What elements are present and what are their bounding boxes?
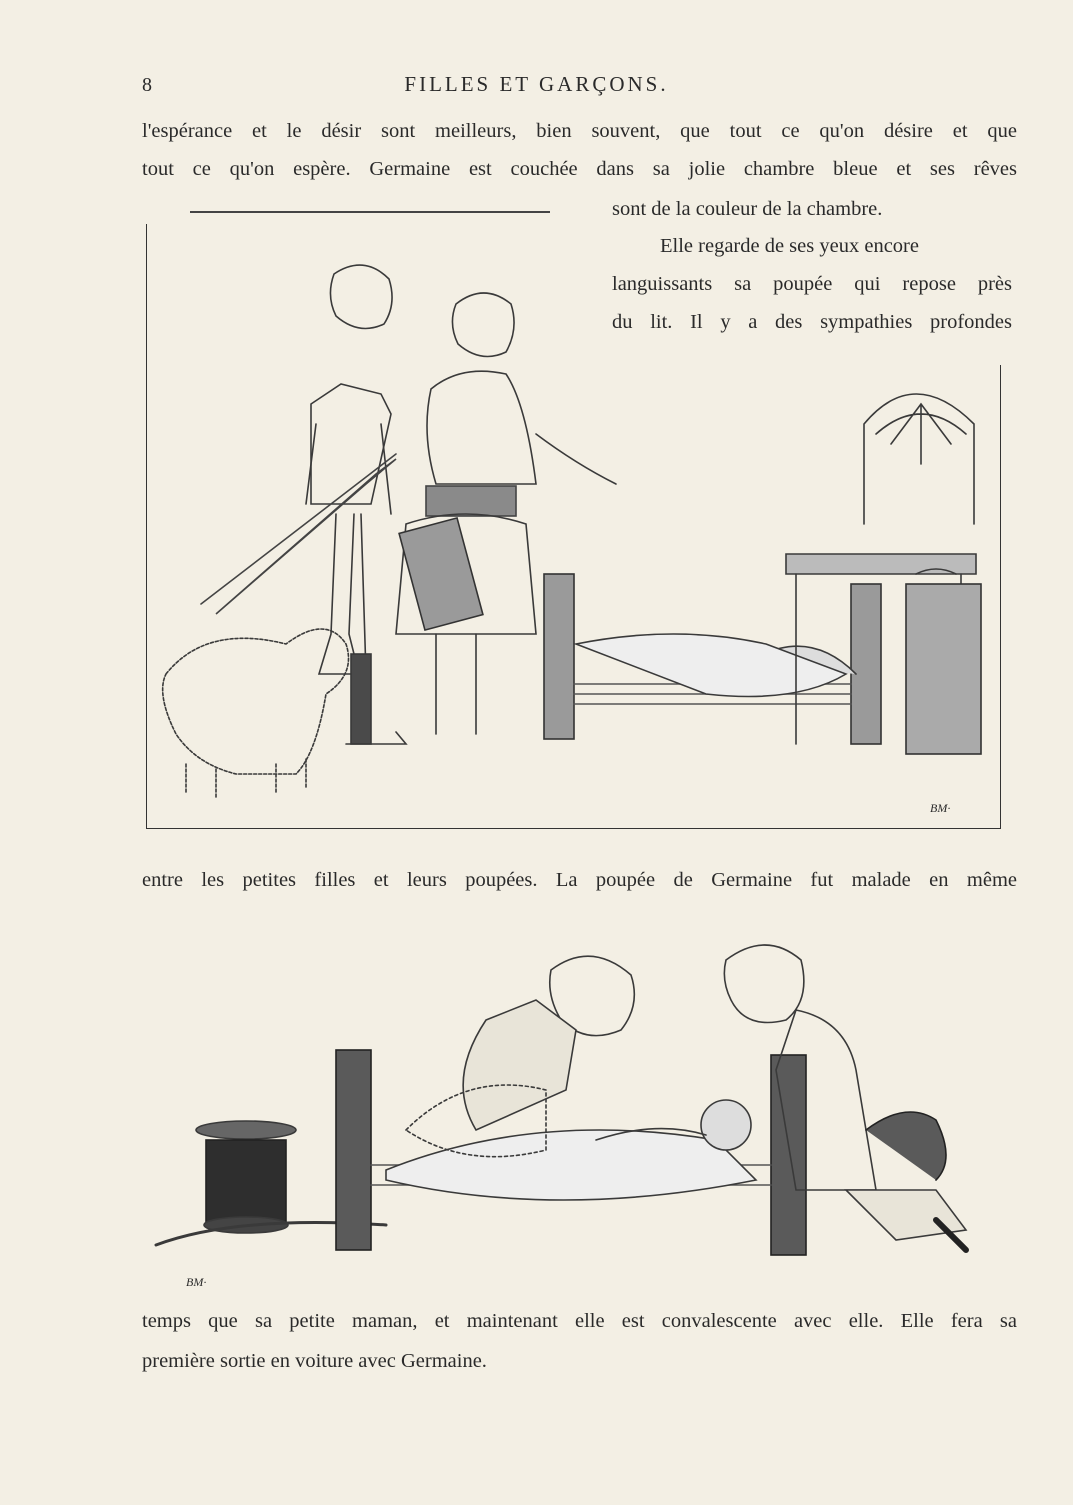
girl-figure [396, 293, 616, 734]
page-number: 8 [142, 74, 152, 96]
text-line-3: sont de la couleur de la chambre. [612, 198, 883, 220]
text-line-8: temps que sa petite maman, et maintenant elle est convalescente avec elle. Elle fera sa [142, 1310, 1017, 1332]
text-line-5: languissants sa poupée qui repose près [612, 273, 1012, 295]
figure-2-signature: BM· [186, 1275, 207, 1289]
figure-1-top-rule [190, 211, 550, 213]
dog-figure [163, 629, 349, 799]
text-line-4: Elle regarde de ses yeux encore [660, 235, 919, 257]
bed-figure-2 [336, 1050, 806, 1255]
bed-figure [544, 574, 881, 744]
figure-1-signature: BM· [930, 801, 951, 815]
girl-figure-2 [724, 945, 966, 1250]
boy-figure [306, 265, 406, 744]
top-hat [196, 1121, 296, 1233]
text-line-1: l'espérance et le désir sont meilleurs, bien souvent, que tout ce qu'on désire et que [142, 120, 1017, 142]
text-line-6: du lit. Il y a des sympathies profondes [612, 311, 1012, 333]
text-line-9: première sortie en voiture avec Germaine. [142, 1350, 487, 1372]
running-title: FILLES ET GARÇONS. [404, 72, 669, 96]
boy-figure-2 [406, 956, 634, 1157]
text-line-7: entre les petites filles et leurs poupées. La poupée de Germaine fut malade en même [142, 869, 1017, 891]
figure-2-illustration [146, 930, 1006, 1260]
text-line-2: tout ce qu'on espère. Germaine est couchée dans sa jolie chambre bleue et ses rêves [142, 158, 1017, 180]
